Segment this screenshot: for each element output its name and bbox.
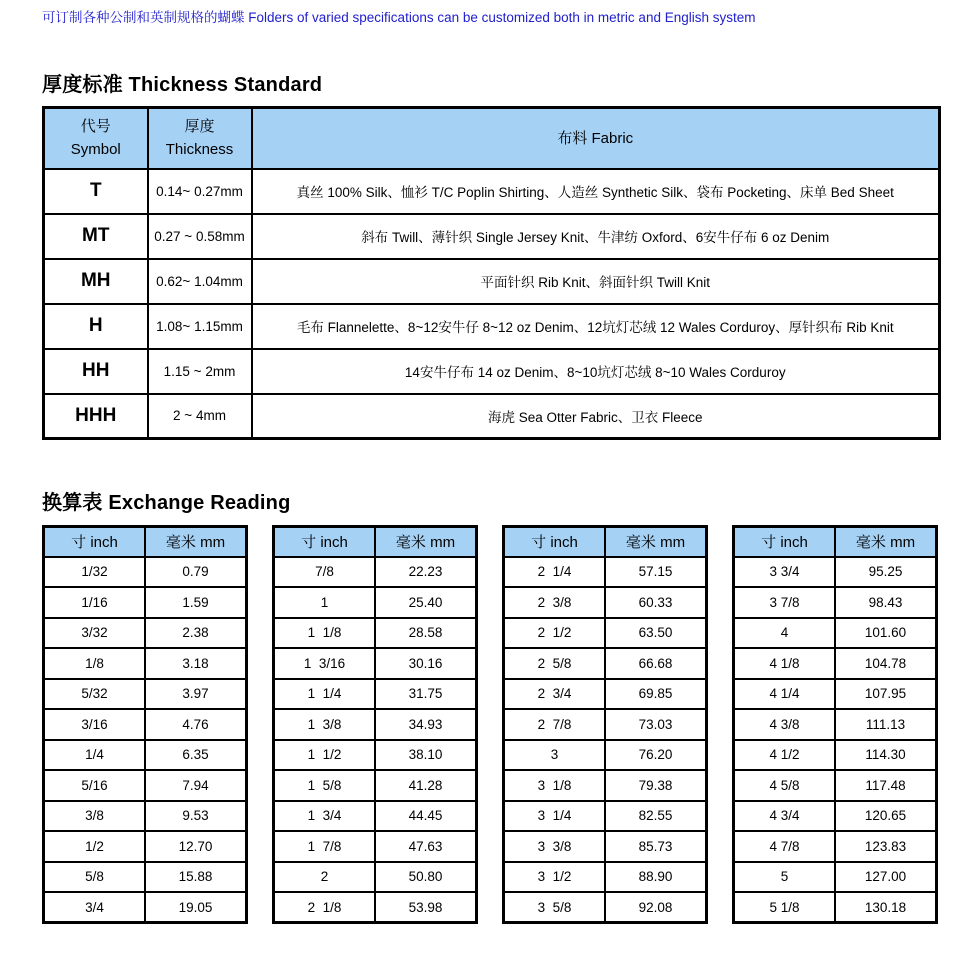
exchange-row: [734, 587, 937, 618]
mm-cell: 50.80: [375, 862, 477, 893]
exchange-row: [504, 709, 707, 740]
inch-cell: 4 1/4: [734, 679, 836, 710]
thickness-cell: 0.62~ 1.04mm: [148, 259, 252, 304]
exchange-reading-heading: 换算表 Exchange Reading: [42, 492, 291, 514]
thickness-row: [44, 169, 940, 214]
exchange-header-row: [504, 527, 707, 557]
inch-cell: 2 1/2: [504, 618, 606, 649]
mm-cell: 19.05: [145, 892, 247, 923]
inch-cell: 1 3/8: [274, 709, 376, 740]
thickness-row: [44, 214, 940, 259]
mm-cell: 31.75: [375, 679, 477, 710]
fabric-cell: 毛布 Flannelette、8~12安牛仔 8~12 oz Denim、12坑灯芯绒 12 Wales Corduroy、厚针织布 Rib Knit: [252, 304, 940, 349]
mm-cell: 4.76: [145, 709, 247, 740]
inch-cell: 3/4: [44, 892, 146, 923]
exchange-row: [274, 862, 477, 893]
exchange-row: [734, 618, 937, 649]
exchange-row: [504, 618, 707, 649]
mm-cell: 6.35: [145, 740, 247, 771]
exchange-row: [274, 679, 477, 710]
mm-column-header: 毫米 mm: [375, 527, 477, 557]
inch-cell: 5/32: [44, 679, 146, 710]
exchange-row: [734, 709, 937, 740]
mm-cell: 117.48: [835, 770, 937, 801]
inch-column-header: 寸 inch: [504, 527, 606, 557]
inch-column-header: 寸 inch: [734, 527, 836, 557]
thickness-cell: 0.27 ~ 0.58mm: [148, 214, 252, 259]
inch-cell: 7/8: [274, 557, 376, 588]
exchange-row: [274, 648, 477, 679]
mm-cell: 127.00: [835, 862, 937, 893]
mm-cell: 95.25: [835, 557, 937, 588]
exchange-row: [274, 831, 477, 862]
mm-cell: 3.97: [145, 679, 247, 710]
thickness-standard-table: [42, 106, 941, 440]
exchange-row: [44, 557, 247, 588]
exchange-row: [44, 648, 247, 679]
mm-cell: 30.16: [375, 648, 477, 679]
exchange-row: [734, 892, 937, 923]
exchange-row: [504, 770, 707, 801]
inch-cell: 3 3/4: [734, 557, 836, 588]
thickness-cell: 1.08~ 1.15mm: [148, 304, 252, 349]
exchange-tables-row: [42, 525, 938, 924]
inch-cell: 1/32: [44, 557, 146, 588]
exchange-row: [734, 648, 937, 679]
exchange-row: [274, 587, 477, 618]
exchange-row: [44, 679, 247, 710]
mm-cell: 25.40: [375, 587, 477, 618]
fabric-cell: 斜布 Twill、薄针织 Single Jersey Knit、牛津纺 Oxford、6安牛仔布 6 oz Denim: [252, 214, 940, 259]
mm-column-header: 毫米 mm: [145, 527, 247, 557]
mm-cell: 2.38: [145, 618, 247, 649]
exchange-row: [504, 679, 707, 710]
inch-cell: 3/8: [44, 801, 146, 832]
mm-cell: 57.15: [605, 557, 707, 588]
fabric-cell: 14安牛仔布 14 oz Denim、8~10坑灯芯绒 8~10 Wales Corduroy: [252, 349, 940, 394]
exchange-row: [44, 892, 247, 923]
inch-cell: 3 1/2: [504, 862, 606, 893]
mm-cell: 63.50: [605, 618, 707, 649]
exchange-row: [274, 740, 477, 771]
mm-cell: 60.33: [605, 587, 707, 618]
exchange-header-row: [734, 527, 937, 557]
mm-cell: 88.90: [605, 862, 707, 893]
mm-cell: 104.78: [835, 648, 937, 679]
thickness-header-en: Thickness: [165, 141, 234, 159]
exchange-row: [274, 709, 477, 740]
exchange-table: [42, 525, 248, 924]
symbol-cell: T: [44, 169, 148, 214]
mm-cell: 130.18: [835, 892, 937, 923]
exchange-table: [272, 525, 478, 924]
inch-cell: 3 1/4: [504, 801, 606, 832]
exchange-row: [734, 557, 937, 588]
exchange-table: [732, 525, 938, 924]
inch-cell: 5/16: [44, 770, 146, 801]
exchange-row: [44, 618, 247, 649]
mm-cell: 7.94: [145, 770, 247, 801]
exchange-row: [734, 770, 937, 801]
inch-cell: 2 3/8: [504, 587, 606, 618]
inch-cell: 4 7/8: [734, 831, 836, 862]
inch-cell: 5/8: [44, 862, 146, 893]
exchange-row: [44, 709, 247, 740]
exchange-row: [504, 648, 707, 679]
mm-cell: 92.08: [605, 892, 707, 923]
exchange-row: [44, 587, 247, 618]
inch-column-header: 寸 inch: [274, 527, 376, 557]
mm-cell: 53.98: [375, 892, 477, 923]
mm-column-header: 毫米 mm: [605, 527, 707, 557]
exchange-row: [504, 862, 707, 893]
mm-cell: 41.28: [375, 770, 477, 801]
inch-cell: 4 3/8: [734, 709, 836, 740]
mm-cell: 38.10: [375, 740, 477, 771]
mm-column-header: 毫米 mm: [835, 527, 937, 557]
symbol-header-en: Symbol: [70, 141, 121, 159]
exchange-row: [274, 557, 477, 588]
exchange-row: [504, 831, 707, 862]
inch-cell: 2 5/8: [504, 648, 606, 679]
inch-cell: 1 3/4: [274, 801, 376, 832]
exchange-row: [734, 679, 937, 710]
mm-cell: 85.73: [605, 831, 707, 862]
inch-cell: 1/4: [44, 740, 146, 771]
symbol-cell: MT: [44, 214, 148, 259]
inch-cell: 2 3/4: [504, 679, 606, 710]
inch-cell: 1 7/8: [274, 831, 376, 862]
thickness-row: [44, 304, 940, 349]
mm-cell: 76.20: [605, 740, 707, 771]
thickness-header-row: [44, 108, 940, 169]
inch-cell: 4 5/8: [734, 770, 836, 801]
inch-column-header: 寸 inch: [44, 527, 146, 557]
fabric-cell: 平面针织 Rib Knit、斜面针织 Twill Knit: [252, 259, 940, 304]
symbol-cell: HHH: [44, 394, 148, 439]
inch-cell: 5 1/8: [734, 892, 836, 923]
mm-cell: 9.53: [145, 801, 247, 832]
exchange-header-row: [44, 527, 247, 557]
mm-cell: 98.43: [835, 587, 937, 618]
mm-cell: 15.88: [145, 862, 247, 893]
inch-cell: 4: [734, 618, 836, 649]
exchange-row: [504, 557, 707, 588]
inch-cell: 1 1/8: [274, 618, 376, 649]
mm-cell: 101.60: [835, 618, 937, 649]
inch-cell: 4 1/8: [734, 648, 836, 679]
exchange-row: [734, 831, 937, 862]
fabric-cell: 真丝 100% Silk、恤衫 T/C Poplin Shirting、人造丝 Synthetic Silk、袋布 Pocketing、床单 Bed Sheet: [252, 169, 940, 214]
exchange-row: [734, 740, 937, 771]
inch-cell: 3/32: [44, 618, 146, 649]
inch-cell: 4 3/4: [734, 801, 836, 832]
mm-cell: 120.65: [835, 801, 937, 832]
mm-cell: 79.38: [605, 770, 707, 801]
mm-cell: 44.45: [375, 801, 477, 832]
exchange-row: [504, 892, 707, 923]
mm-cell: 107.95: [835, 679, 937, 710]
mm-cell: 73.03: [605, 709, 707, 740]
mm-cell: 0.79: [145, 557, 247, 588]
thickness-header-cn: 厚度: [184, 118, 215, 135]
exchange-row: [504, 587, 707, 618]
thickness-row: [44, 349, 940, 394]
mm-cell: 82.55: [605, 801, 707, 832]
inch-cell: 1 1/4: [274, 679, 376, 710]
inch-cell: 1 3/16: [274, 648, 376, 679]
symbol-cell: MH: [44, 259, 148, 304]
thickness-row: [44, 394, 940, 439]
mm-cell: 69.85: [605, 679, 707, 710]
exchange-row: [44, 831, 247, 862]
symbol-column-header: [44, 108, 148, 169]
thickness-row: [44, 259, 940, 304]
exchange-row: [274, 770, 477, 801]
fabric-column-header: 布料 Fabric: [252, 108, 940, 169]
thickness-cell: 1.15 ~ 2mm: [148, 349, 252, 394]
inch-cell: 1 1/2: [274, 740, 376, 771]
exchange-row: [44, 740, 247, 771]
mm-cell: 12.70: [145, 831, 247, 862]
mm-cell: 47.63: [375, 831, 477, 862]
mm-cell: 1.59: [145, 587, 247, 618]
customization-note: 可订制各种公制和英制规格的蝴蝶 Folders of varied specifications can be customized both in metric and English system: [42, 10, 756, 25]
thickness-cell: 0.14~ 0.27mm: [148, 169, 252, 214]
inch-cell: 2 1/8: [274, 892, 376, 923]
inch-cell: 3/16: [44, 709, 146, 740]
inch-cell: 3 7/8: [734, 587, 836, 618]
inch-cell: 3 1/8: [504, 770, 606, 801]
inch-cell: 5: [734, 862, 836, 893]
exchange-row: [274, 618, 477, 649]
exchange-row: [734, 862, 937, 893]
exchange-row: [274, 801, 477, 832]
thickness-cell: 2 ~ 4mm: [148, 394, 252, 439]
exchange-row: [44, 801, 247, 832]
symbol-header-cn: 代号: [80, 118, 111, 135]
inch-cell: 1/8: [44, 648, 146, 679]
inch-cell: 3 3/8: [504, 831, 606, 862]
mm-cell: 34.93: [375, 709, 477, 740]
exchange-row: [44, 770, 247, 801]
mm-cell: 3.18: [145, 648, 247, 679]
inch-cell: 4 1/2: [734, 740, 836, 771]
symbol-cell: H: [44, 304, 148, 349]
exchange-row: [734, 801, 937, 832]
inch-cell: 2 7/8: [504, 709, 606, 740]
exchange-table: [502, 525, 708, 924]
mm-cell: 22.23: [375, 557, 477, 588]
inch-cell: 3 5/8: [504, 892, 606, 923]
inch-cell: 1/2: [44, 831, 146, 862]
exchange-row: [44, 862, 247, 893]
inch-cell: 1: [274, 587, 376, 618]
inch-cell: 1 5/8: [274, 770, 376, 801]
inch-cell: 3: [504, 740, 606, 771]
exchange-row: [504, 740, 707, 771]
thickness-column-header: [148, 108, 252, 169]
exchange-row: [504, 801, 707, 832]
inch-cell: 1/16: [44, 587, 146, 618]
exchange-row: [274, 892, 477, 923]
inch-cell: 2 1/4: [504, 557, 606, 588]
mm-cell: 28.58: [375, 618, 477, 649]
exchange-header-row: [274, 527, 477, 557]
mm-cell: 111.13: [835, 709, 937, 740]
mm-cell: 66.68: [605, 648, 707, 679]
symbol-cell: HH: [44, 349, 148, 394]
mm-cell: 123.83: [835, 831, 937, 862]
thickness-standard-heading: 厚度标准 Thickness Standard: [42, 74, 323, 96]
fabric-cell: 海虎 Sea Otter Fabric、卫衣 Fleece: [252, 394, 940, 439]
mm-cell: 114.30: [835, 740, 937, 771]
inch-cell: 2: [274, 862, 376, 893]
